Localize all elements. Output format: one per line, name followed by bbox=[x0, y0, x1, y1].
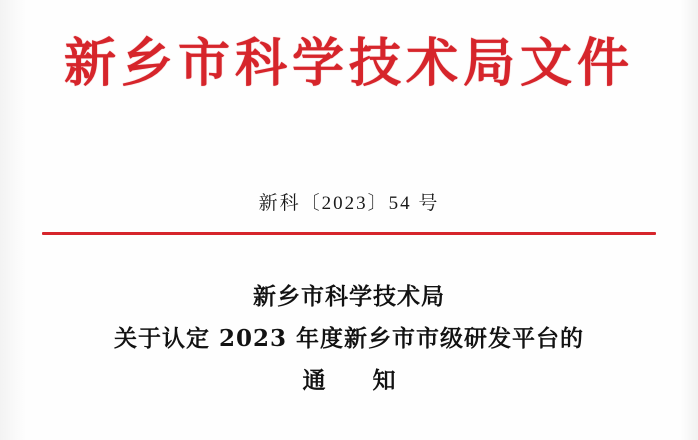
red-horizontal-rule bbox=[42, 232, 656, 235]
document-number: 新科〔2023〕54 号 bbox=[258, 193, 440, 214]
document-subject-line: 关于认定 2023 年度新乡市市级研发平台的 bbox=[113, 325, 585, 352]
document-title-block bbox=[0, 276, 698, 402]
document-type-line: 通 知 bbox=[302, 367, 408, 394]
document-header-title: 新乡市科学技术局文件 bbox=[63, 33, 634, 94]
issuing-agency-line: 新乡市科学技术局 bbox=[253, 283, 445, 310]
